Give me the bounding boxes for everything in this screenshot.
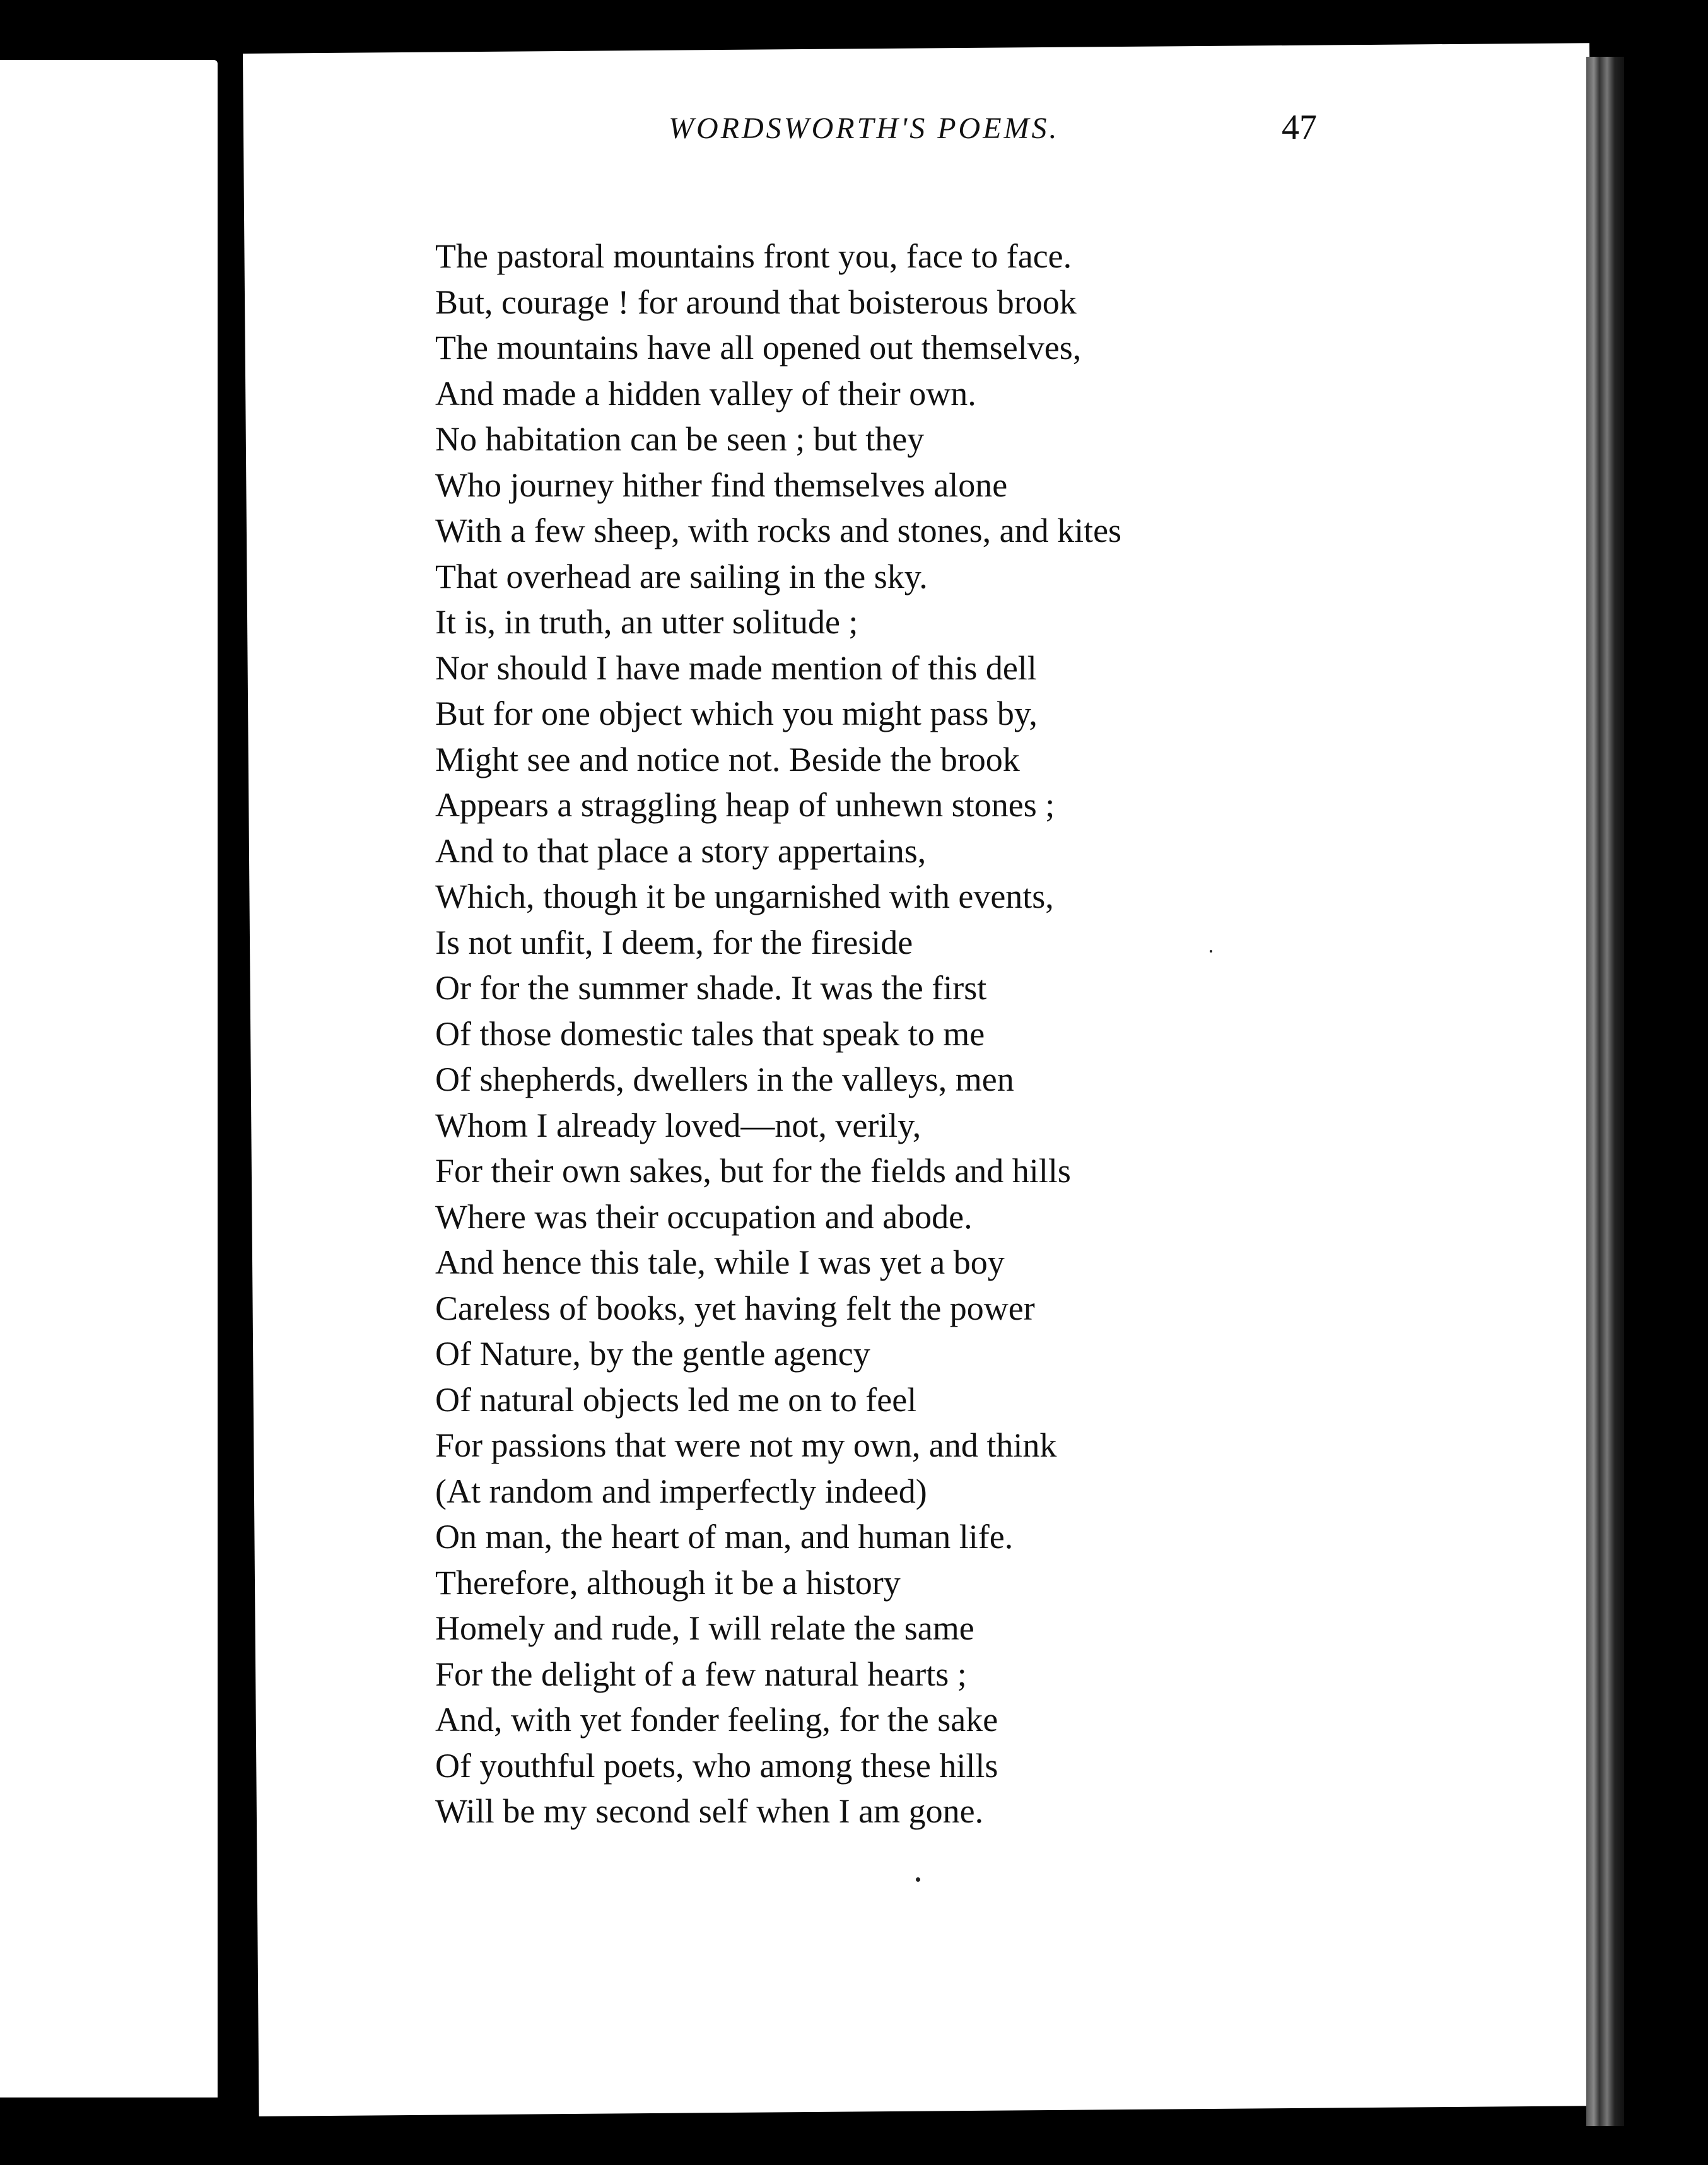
verse-line: Of Nature, by the gentle agency [435,1335,870,1373]
verse-line: Appears a straggling heap of unhewn stones ; [435,786,1055,824]
verse-line: Nor should I have made mention of this dell [435,648,1037,687]
facing-page [0,60,218,2098]
verse-line: Therefore, although it be a history [435,1563,901,1602]
verse-line: Of natural objects led me on to feel [435,1380,917,1419]
page-edges [1586,57,1624,2126]
verse-line: Where was their occupation and abode. [435,1197,973,1236]
verse-line: Is not unfit, I deem, for the fireside [435,923,913,961]
verse-line: And made a hidden valley of their own. [435,374,976,413]
verse-line: Of shepherds, dwellers in the valleys, men [435,1060,1014,1098]
verse-line: Will be my second self when I am gone. [435,1792,984,1830]
verse-line: For passions that were not my own, and think [435,1426,1057,1464]
verse-line: But for one object which you might pass by, [435,695,1038,732]
verse-line: The mountains have all opened out themselves, [435,329,1082,367]
verse-line: Whom I already loved—not, verily, [435,1106,921,1144]
verse-line: For their own sakes, but for the fields and hills [435,1152,1071,1190]
verse-line: With a few sheep, with rocks and stones, and kites [435,512,1122,549]
verse-line: Which, though it be ungarnished with events, [435,877,1054,915]
page-number: 47 [1282,108,1317,147]
verse-line: It is, in truth, an utter solitude ; [435,603,858,641]
verse-line: Or for the summer shade. It was the first [435,969,987,1007]
verse-line: Of youthful poets, who among these hills [435,1746,998,1785]
ink-speck [1210,950,1212,953]
verse-line: Of those domestic tales that speak to me [435,1014,985,1053]
verse-line: For the delight of a few natural hearts ; [435,1655,967,1693]
running-head [391,108,1337,161]
verse-line: Homely and rude, I will relate the same [435,1609,974,1647]
verse-line: That overhead are sailing in the sky. [435,557,928,596]
verse-line: Might see and notice not. Beside the brook [435,740,1020,778]
running-title: WORDSWORTH'S POEMS. [669,112,1060,145]
verse-line: But, courage ! for around that boisterous brook [435,283,1077,321]
verse-line: And, with yet fonder feeling, for the sake [435,1701,998,1739]
book-gutter [218,50,243,2132]
verse-line: The pastoral mountains front you, face to face. [435,237,1072,275]
verse-line: Who journey hither find themselves alone [435,466,1008,504]
poem-text [435,233,1318,1834]
verse-line: And hence this tale, while I was yet a boy [435,1243,1005,1281]
verse-line: And to that place a story appertains, [435,831,927,870]
verse-line: On man, the heart of man, and human life. [435,1518,1014,1556]
ink-speck [916,1877,920,1882]
verse-line: (At random and imperfectly indeed) [435,1472,927,1510]
verse-line: No habitation can be seen ; but they [435,420,925,458]
verse-line: Careless of books, yet having felt the power [435,1289,1035,1327]
